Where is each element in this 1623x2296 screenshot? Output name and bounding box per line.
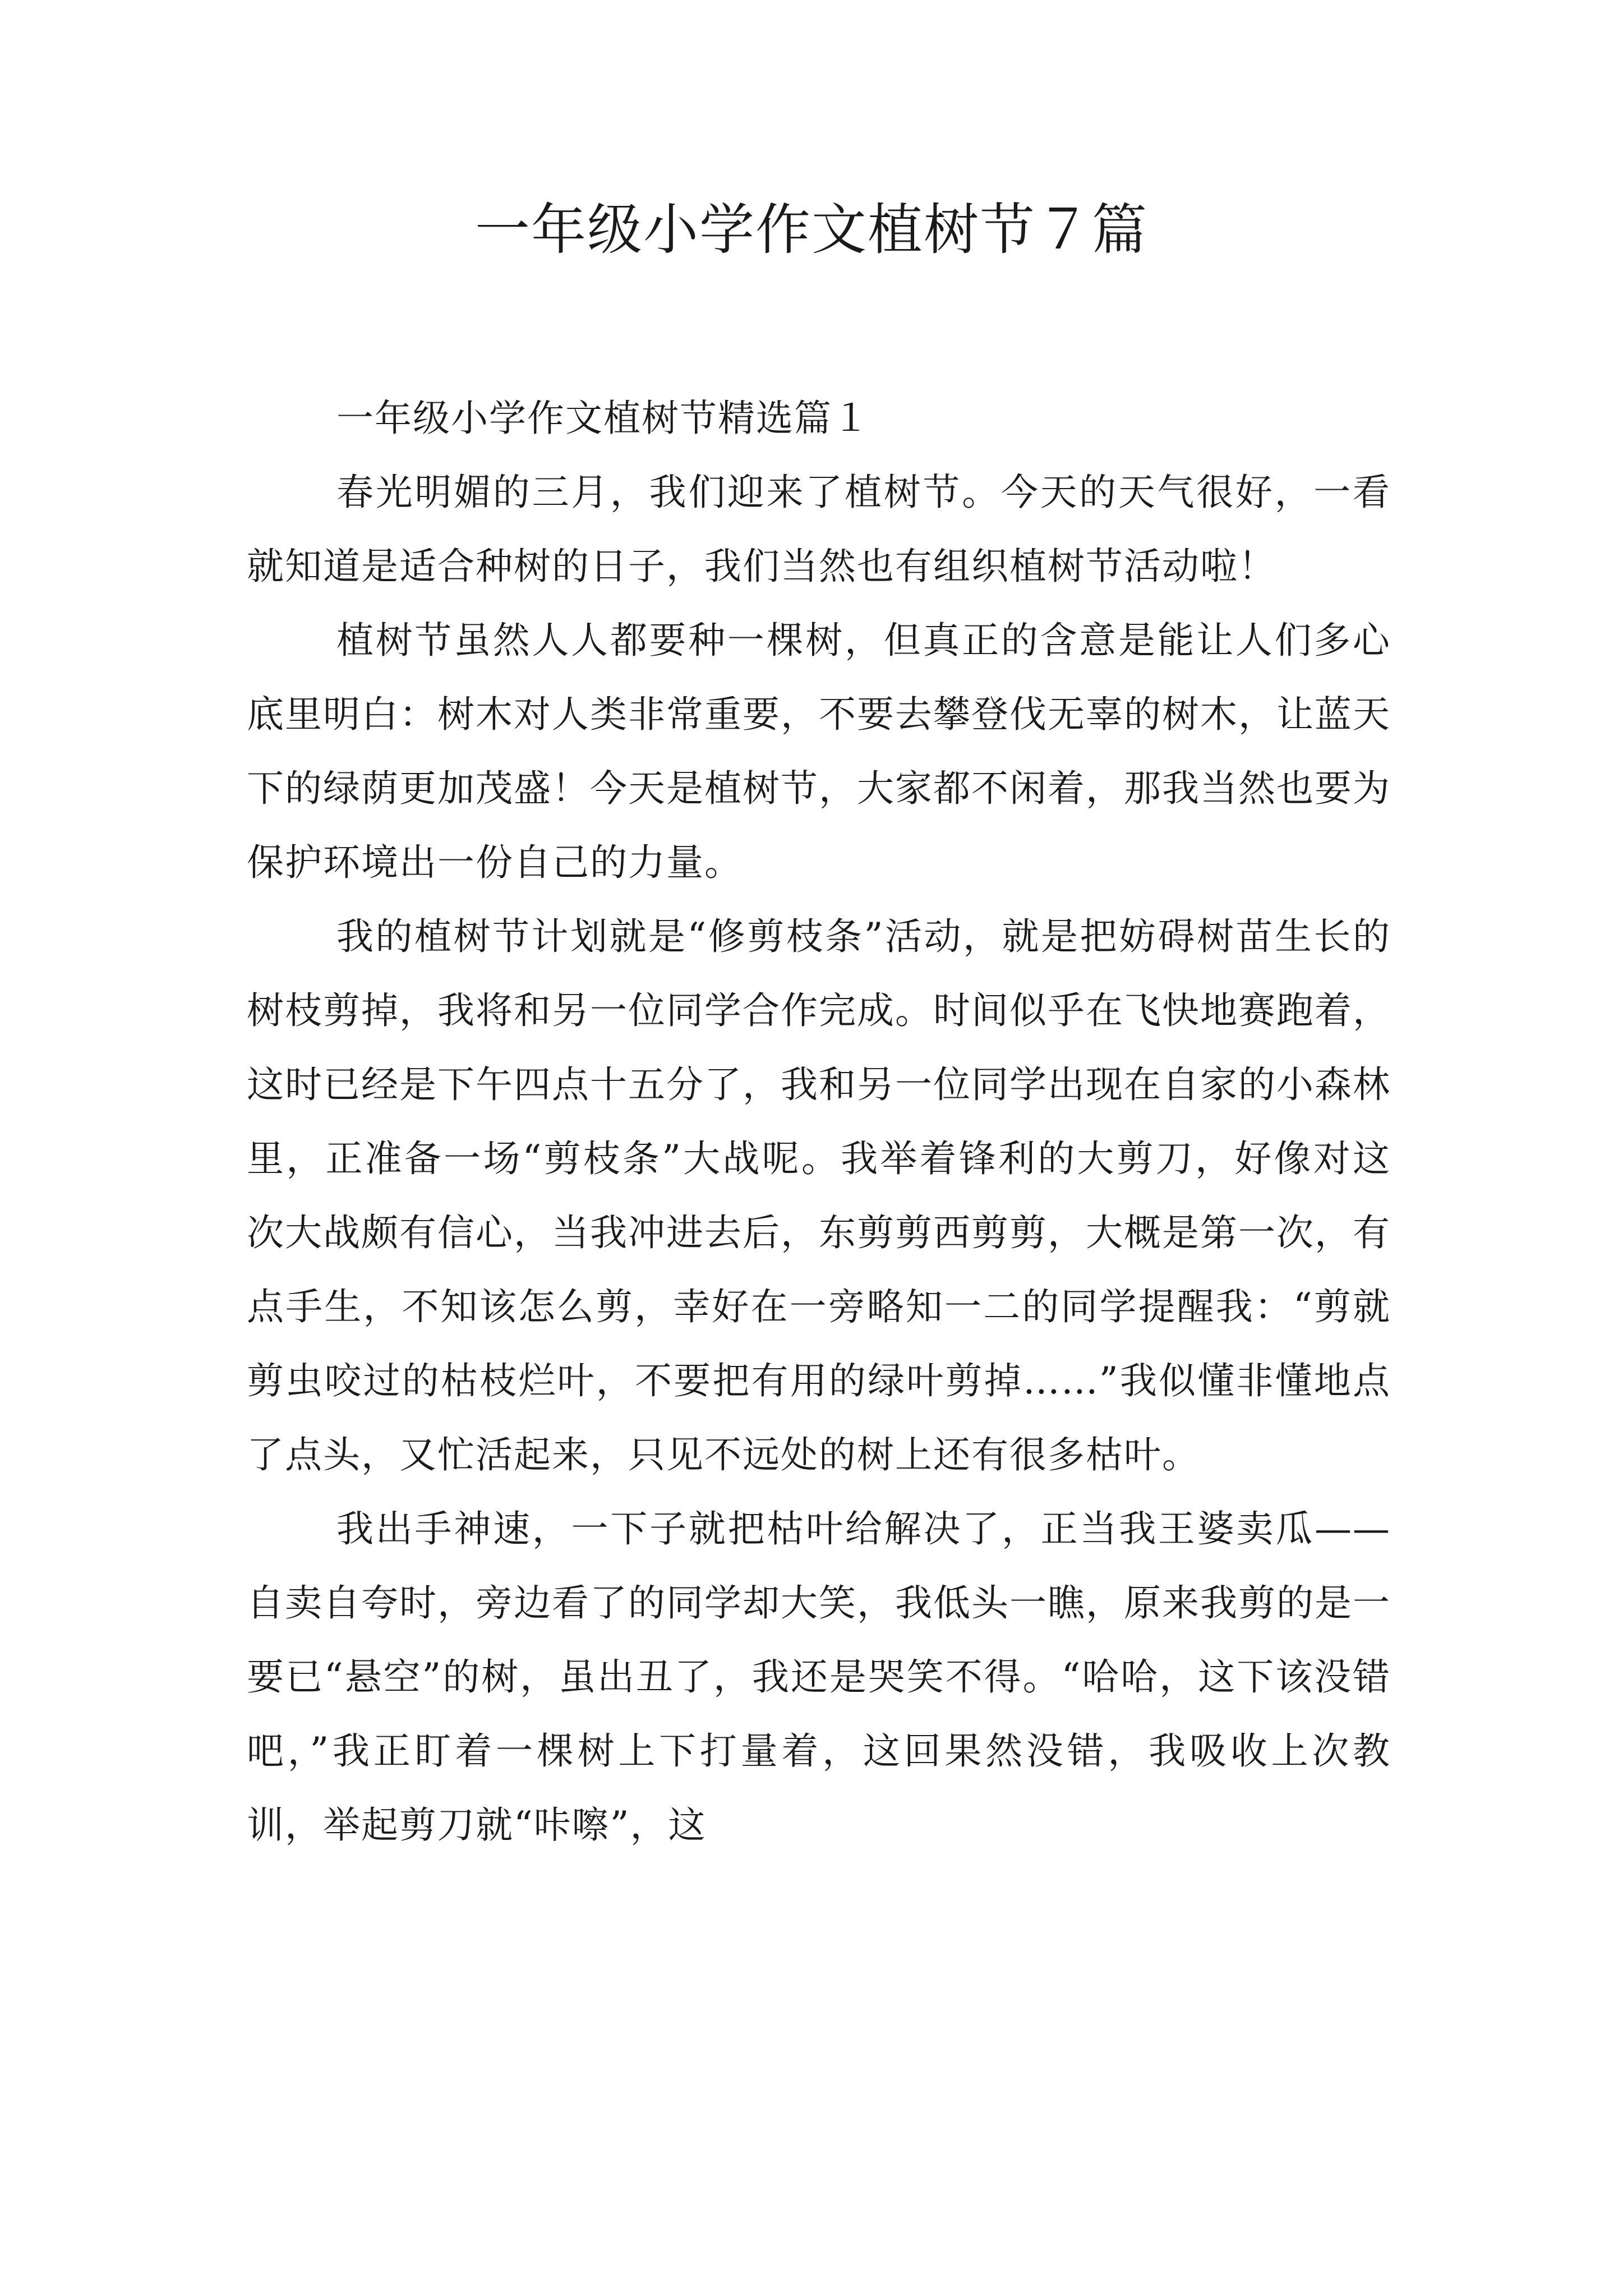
paragraph-4: 我出手神速，一下子就把枯叶给解决了，正当我王婆卖瓜——自卖自夸时，旁边看了的同学却大笑，我低头一瞧，原来我剪的是一要已“悬空”的树，虽出丑了，我还是哭笑不得。“哈哈，这下该没错吧，”我正盯着一棵树上下打量着，这回果然没错，我吸收上次教训，举起剪刀就“咔嚓”，这 <box>247 1507 1391 1847</box>
paragraph-2: 植树节虽然人人都要种一棵树，但真正的含意是能让人们多心底里明白：树木对人类非常重要，不要去攀登伐无辜的树木，让蓝天下的绿荫更加茂盛！今天是植树节，大家都不闲着，那我当然也要为保护环境出一份自己的力量。 <box>247 619 1391 884</box>
section-heading: 一年级小学作文植树节精选篇１ <box>336 397 870 440</box>
document-title: 一年级小学作文植树节７篇 <box>474 198 1148 262</box>
document-body <box>247 381 1391 1862</box>
paragraph-3: 我的植树节计划就是“修剪枝条”活动，就是把妨碍树苗生长的树枝剪掉，我将和另一位同学合作完成。时间似乎在飞快地赛跑着，这时已经是下午四点十五分了，我和另一位同学出现在自家的小森林里，正准备一场“剪枝条”大战呢。我举着锋利的大剪刀，好像对这次大战颇有信心，当我冲进去后，东剪剪西剪剪，大概是第一次，有点手生，不知该怎么剪，幸好在一旁略知一二的同学提醒我：“剪就剪虫咬过的枯枝烂叶，不要把有用的绿叶剪掉……”我似懂非懂地点了点头，又忙活起来，只见不远处的树上还有很多枯叶。 <box>247 915 1391 1476</box>
paragraph-1: 春光明媚的三月，我们迎来了植树节。今天的天气很好，一看就知道是适合种树的日子，我们当然也有组织植树节活动啦！ <box>247 471 1391 588</box>
